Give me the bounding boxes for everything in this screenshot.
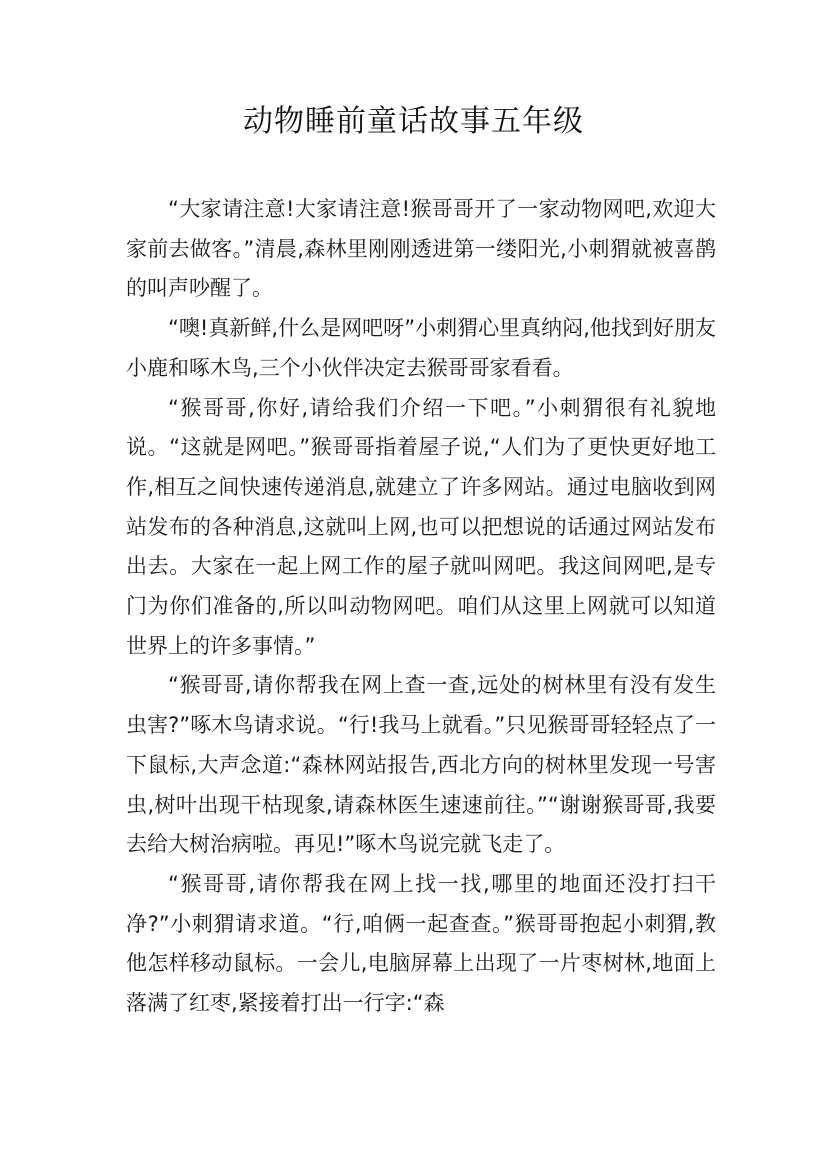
document-body: [126, 190, 716, 1024]
paragraph-5: “猴哥哥,请你帮我在网上找一找,哪里的地面还没打扫干净?”小刺猬请求道。“行,咱俩一起查查。”猴哥哥抱起小刺猬,教他怎样移动鼠标。一会儿,电脑屏幕上出现了一片枣树林,地面上落满了红枣,紧接着打出一行字:“森: [126, 871, 716, 1016]
paragraph-4: “猴哥哥,请你帮我在网上查一查,远处的树林里有没有发生虫害?”啄木鸟请求说。“行!我马上就看。”只见猴哥哥轻轻点了一下鼠标,大声念道:“森林网站报告,西北方向的树林里发现一号害虫,树叶出现干枯现象,请森林医生速速前往。”“谢谢猴哥哥,我要去给大树治病啦。再见!”啄木鸟说完就飞走了。: [126, 673, 716, 857]
paragraph-3: “猴哥哥,你好,请给我们介绍一下吧。”小刺猬很有礼貌地说。“这就是网吧。”猴哥哥指着屋子说,“人们为了更快更好地工作,相互之间快速传递消息,就建立了许多网站。通过电脑收到网站发布的各种消息,这就叫上网,也可以把想说的话通过网站发布出去。大家在一起上网工作的屋子就叫网吧。我这间网吧,是专门为你们准备的,所以叫动物网吧。咱们从这里上网就可以知道世界上的许多事情。”: [126, 395, 716, 658]
paragraph-2: “噢!真新鲜,什么是网吧呀”小刺猬心里真纳闷,他找到好朋友小鹿和啄木鸟,三个小伙伴决定去猴哥哥家看看。: [126, 316, 716, 380]
document-title: 动物睡前童话故事五年级: [243, 104, 584, 139]
paragraph-1: “大家请注意!大家请注意!猴哥哥开了一家动物网吧,欢迎大家前去做客。”清晨,森林里刚刚透进第一缕阳光,小刺猬就被喜鹊的叫声吵醒了。: [126, 197, 716, 301]
